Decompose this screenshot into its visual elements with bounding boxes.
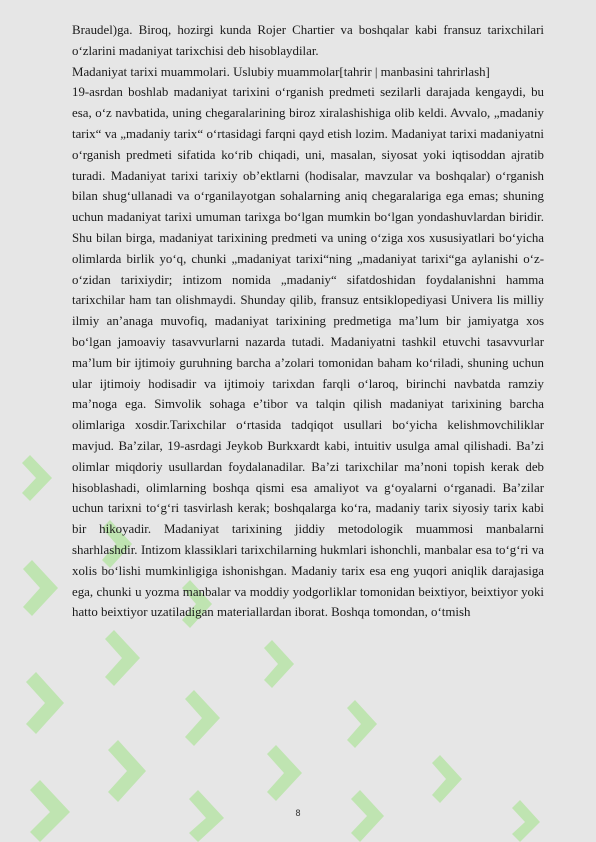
watermark-chevron bbox=[264, 640, 294, 688]
watermark-chevron bbox=[26, 672, 64, 734]
section-heading: Madaniyat tarixi muammolari. Uslubiy muammolar[tahrir | manbasini tahrirlash] bbox=[72, 64, 490, 79]
page-number: 8 bbox=[295, 808, 301, 818]
paragraph-main: 19-asrdan boshlab madaniyat tarixini oʻrganish predmeti sezilarli darajada kengaydi, bu esa, oʻz navbatida, uning chegaralarining biroz xiralashishiga olib keldi. Avvalo, „madaniy tarix“ va „madaniy tarix“ oʻrtasidagi farqni qayd etish lozim. Madaniyat tarixi madaniyatni oʻrganish predmeti sifatida koʻrib chiqadi, uni, masalan, siyosat yoki iqtisoddan ajratib turadi. Madaniyat tarixi tarixiy obʼektlarni (hodisalar, mavzular va boshqalar) oʻrganish bilan shugʻullanadi va oʻrganilayotgan sohalarning aniq chegaralariga ega emas; shuning uchun madaniyat tarixi umuman tarixga boʻlgan mumkin boʻlgan yondashuvlardan biridir. Shu bilan birga, madaniyat tarixining predmeti va uning oʻziga xos xususiyatlari boʻyicha olimlarda birlik yoʻq, chunki „madaniyat tarixi“ning „madaniyat tarixi“ga aylanishi oʻz-oʻzidan tarixiydir; intizom nomida „madaniy“ sifatdoshidan foydalanishni hamma tarixchilar ham tan olishmaydi. Shunday qilib, fransuz entsiklopediyasi Univera lis milliy ilmiy anʼanaga muvofiq, madaniyat tarixining predmetiga maʼlum bir jamiyatga xos boʻlgan jamoaviy tasavvurlarni nazarda tutadi. Madaniyatni tashkil etuvchi tasavvurlar maʼlum bir ijtimoiy guruhning barcha aʼzolari tomonidan baham koʻriladi, shuning uchun ular ijtimoiy hodisadir va ijtimoiy tarixdan farqli oʻlaroq, birinchi navbatda ramziy maʼnoga ega. Simvolik sohaga eʼtibor va talqin qilish madaniyat tarixining barcha olimlariga xosdir.Tarixchilar oʻrtasida tadqiqot usullari boʻyicha kelishmovchiliklar mavjud. Baʼzilar, 19-asrdagi Jeykob Burkxardt kabi, intuitiv usulga amal qilishadi. Baʼzi olimlar miqdoriy usullardan foydalanadilar. Baʼzi tarixchilar maʼnoni topish kerak deb hisoblashadi, olimlarning boshqa qismi esa amaliyot va gʻoyalarni oʻrganadi. Baʼzilar uchun tarixni toʻgʻri tasvirlash kerak; boshqalarga koʻra, madaniy tarix siyosiy tarix kabi bir hikoyadir. Madaniyat tarixining jiddiy metodologik muammosi manbalarni sharhlashdir. Intizom klassiklari tarixchilarning hukmlari ishonchli, manbalar esa toʻgʻri va xolis boʻlishi mumkinligiga ishonishgan. Madaniy tarix esa eng yuqori aniqlik darajasiga ega, chunki u yozma manbalar va moddiy yodgorliklar tomonidan beixtiyor, beixtiyor yoki hatto beixtiyor uzatiladigan materiallardan iborat. Boshqa tomondan, oʻtmish bbox=[72, 85, 544, 620]
watermark-chevron bbox=[22, 455, 52, 501]
watermark-chevron bbox=[512, 800, 540, 842]
watermark-chevron bbox=[432, 755, 462, 803]
document-body bbox=[72, 20, 544, 623]
watermark-chevron bbox=[185, 690, 220, 746]
watermark-chevron bbox=[108, 740, 146, 802]
watermark-chevron bbox=[105, 630, 140, 686]
watermark-chevron bbox=[267, 745, 302, 801]
watermark-chevron bbox=[347, 700, 377, 748]
watermark-chevron bbox=[23, 560, 58, 616]
paragraph-intro: Braudel)ga. Biroq, hozirgi kunda Rojer Chartier va boshqalar kabi fransuz tarixchilari oʻzlarini madaniyat tarixchisi deb hisoblaydilar. bbox=[72, 23, 544, 58]
